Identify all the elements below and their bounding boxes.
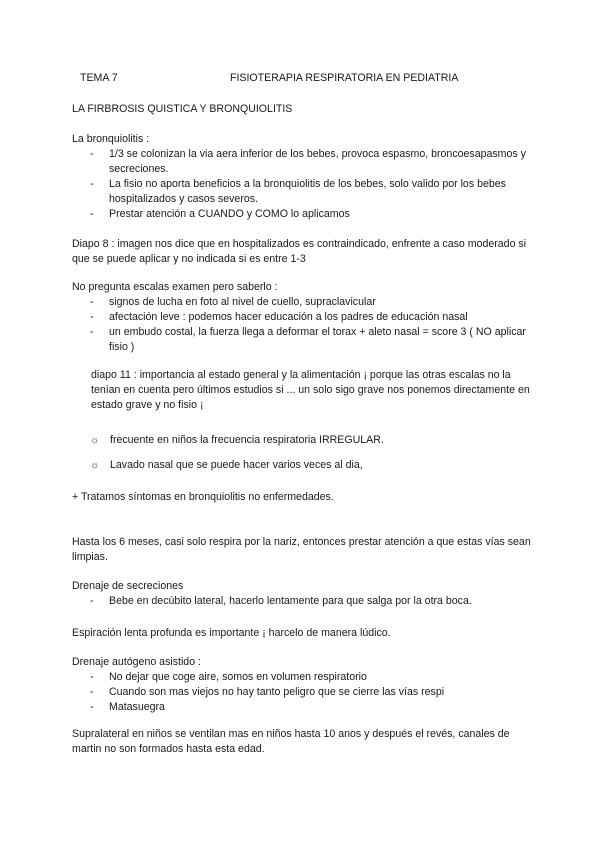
list-item: - un embudo costal, la fuerza llega a deformar el torax + aleto nasal = score 3 ( NO aplicar fisio ) (90, 326, 526, 353)
document-title: FISIOTERAPIA RESPIRATORIA EN PEDIATRIA (230, 72, 459, 84)
sun-list-item: ☼ Lavado nasal que se puede hacer varios veces al dia, (90, 459, 363, 471)
sun-icon: ☼ (90, 435, 100, 446)
autogeno-list (72, 670, 532, 715)
diapo-8-paragraph: Diapo 8 : imagen nos dice que en hospitalizados es contraindicado, enfrente a caso moderado si que se puede aplicar y no indicada si es entre 1-3 (72, 238, 527, 265)
list-item: - Cuando son mas viejos no hay tanto peligro que se cierre las vías respi (90, 686, 445, 698)
list-item: - Bebe en decúbito lateral, hacerlo lentamente para que salga por la otra boca. (90, 595, 472, 607)
tratamos-line: + Tratamos síntomas en bronquiolitis no enfermedades. (72, 491, 334, 503)
list-item: - afectación leve : podemos hacer educación a los padres de educación nasal (90, 311, 468, 323)
list-item: - La fisio no aporta beneficios a la bronquiolitis de los bebes, solo valido por los bebes hospitalizados y casos severos. (90, 178, 506, 205)
sun-list-item: ☼ frecuente en niños la frecuencia respiratoria IRREGULAR. (90, 434, 384, 446)
sun-icon: ☼ (90, 460, 100, 471)
escalas-list (72, 295, 532, 355)
list-item: - No dejar que coge aire, somos en volumen respiratorio (90, 671, 367, 683)
bronquiolitis-list (72, 147, 532, 222)
supralateral-paragraph: Supralateral en niños se ventilan mas en niños hasta 10 anos y después el revés, canales de martin no son formados hasta esta edad. (72, 728, 510, 755)
list-item: - signos de lucha en foto al nivel de cuello, supraclavicular (90, 296, 376, 308)
escalas-label: No pregunta escalas examen pero saberlo : (72, 281, 278, 293)
bronquiolitis-label: La bronquiolitis : (72, 133, 150, 145)
list-item: - 1/3 se colonizan la via aera inferior de los bebes, provoca espasmo, broncoesapasmos y secreciones. (90, 148, 526, 175)
list-item: - Matasuegra (90, 701, 165, 713)
section-heading: LA FIRBROSIS QUISTICA Y BRONQUIOLITIS (72, 103, 293, 115)
topic-number: TEMA 7 (80, 72, 118, 84)
list-item: - Prestar atención a CUANDO y COMO lo aplicamos (90, 208, 350, 220)
diapo-11-paragraph: diapo 11 : importancia al estado general y la alimentación ¡ porque las otras escalas no la tenían en cuenta pero últimos estudios si ... un solo sigo grave nos ponemos directamente en estado grave y no fisio ¡ (91, 369, 530, 411)
drenaje-list (72, 594, 532, 609)
hasta-6-meses-paragraph: Hasta los 6 meses, casi solo respira por la nariz, entonces prestar atención a que estas vías sean limpias. (72, 536, 531, 563)
autogeno-label: Drenaje autógeno asistido : (72, 656, 201, 668)
espiracion-line: Espiración lenta profunda es importante ¡ harcelo de manera lúdico. (72, 627, 391, 639)
drenaje-label: Drenaje de secreciones (72, 580, 184, 592)
